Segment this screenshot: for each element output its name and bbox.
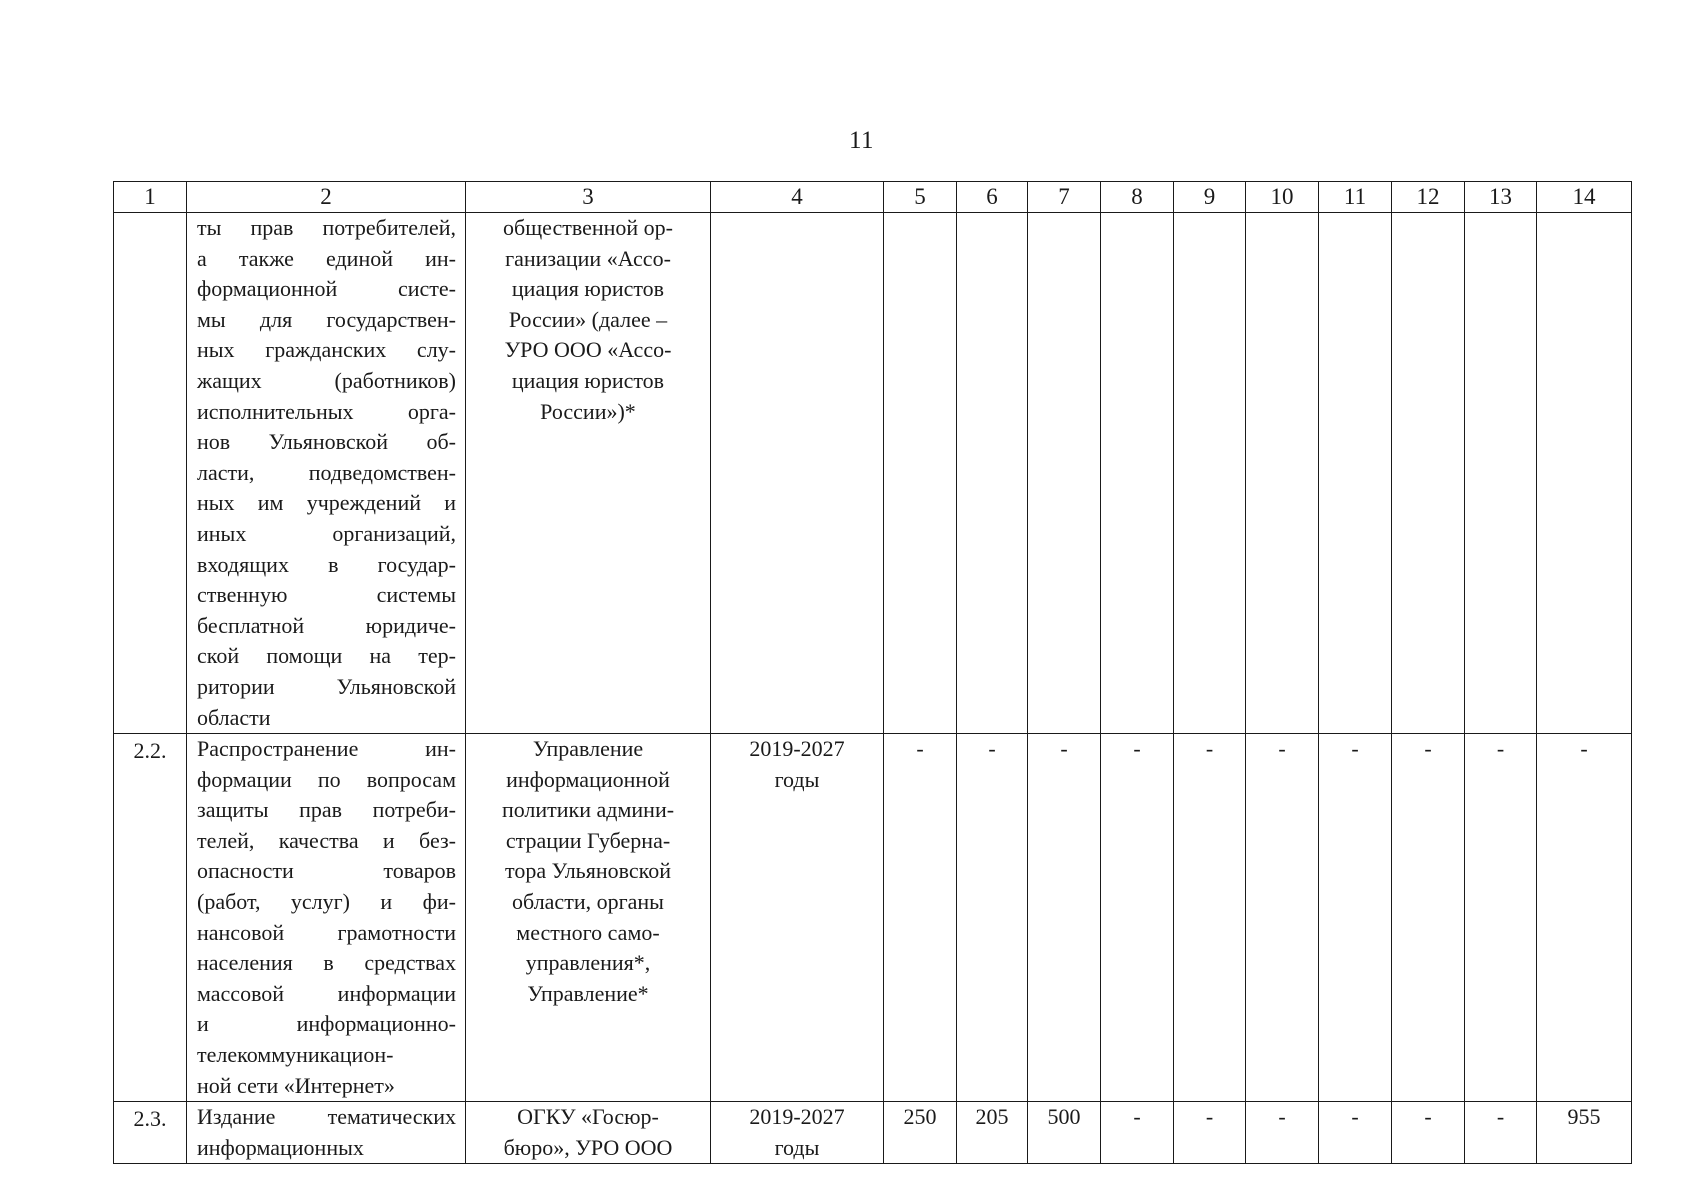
event-description-cell [187, 734, 466, 1102]
description-line: ритории Ульяновской [197, 673, 456, 699]
funding-value-cell [1465, 213, 1537, 734]
period-cell [711, 734, 884, 1102]
description-line: формационной систе- [197, 276, 456, 302]
description-line: и информационно- [197, 1011, 456, 1037]
description-line: Издание тематических [197, 1104, 456, 1130]
period-line: годы [774, 766, 820, 792]
executor-line: Управление [532, 736, 644, 762]
description-line: ской помощи на тер- [197, 643, 456, 669]
description-line: входящих в государ- [197, 551, 456, 577]
funding-value-cell: - [1319, 734, 1392, 1102]
funding-value-cell: - [1465, 734, 1537, 1102]
funding-value-cell [1174, 213, 1246, 734]
description-line: телей, качества и без- [197, 827, 456, 853]
funding-value-cell: - [1246, 1102, 1319, 1164]
table-row [114, 213, 1632, 734]
funding-value-cell: - [884, 734, 957, 1102]
event-description-cell [187, 213, 466, 734]
executor-line: области, органы [512, 889, 664, 915]
description-line: (работ, услуг) и фи- [197, 889, 456, 915]
program-table [113, 181, 1632, 1164]
funding-value-cell: - [1537, 734, 1632, 1102]
description-line: мы для государствен- [197, 306, 456, 332]
executor-line: циация юристов [511, 367, 665, 393]
executor-line: ганизации «Ассо- [505, 245, 671, 271]
executor-line: страции Губерна- [505, 827, 671, 853]
description-line: области [197, 704, 271, 730]
description-line: формации по вопросам [197, 766, 456, 792]
description-line: ных им учреждений и [197, 490, 456, 516]
funding-value-cell [1101, 213, 1174, 734]
funding-value-cell [1028, 213, 1101, 734]
column-number: 8 [1101, 182, 1174, 213]
funding-value-cell [1319, 213, 1392, 734]
description-line: телекоммуникацион- [197, 1042, 394, 1068]
column-number-row [114, 182, 1632, 213]
funding-value-cell: - [1392, 1102, 1465, 1164]
page-number: 11 [848, 127, 875, 154]
funding-value-cell: 955 [1537, 1102, 1632, 1164]
column-number: 4 [711, 182, 884, 213]
executor-line: местного само- [516, 919, 660, 945]
description-line: нов Ульяновской об- [197, 429, 456, 455]
executor-cell [466, 734, 711, 1102]
executor-line: циация юристов [511, 276, 665, 302]
funding-value-cell: - [1465, 1102, 1537, 1164]
column-number: 6 [957, 182, 1028, 213]
period-line: 2019-2027 [749, 736, 845, 762]
funding-value-cell: 205 [957, 1102, 1028, 1164]
row-number-cell: 2.3. [114, 1102, 187, 1164]
funding-value-cell [957, 213, 1028, 734]
period-cell [711, 213, 884, 734]
column-number: 12 [1392, 182, 1465, 213]
funding-value-cell: 250 [884, 1102, 957, 1164]
funding-value-cell: - [1101, 1102, 1174, 1164]
description-line: ласти, подведомствен- [197, 459, 456, 485]
column-number: 2 [187, 182, 466, 213]
description-line: ной сети «Интернет» [197, 1072, 395, 1098]
funding-value-cell: - [1028, 734, 1101, 1102]
column-number: 14 [1537, 182, 1632, 213]
column-number: 1 [114, 182, 187, 213]
column-number: 10 [1246, 182, 1319, 213]
table-row [114, 734, 1632, 1102]
column-number: 11 [1319, 182, 1392, 213]
funding-value-cell: - [1246, 734, 1319, 1102]
row-number-cell: 2.2. [114, 734, 187, 1102]
description-line: Распространение ин- [197, 736, 456, 762]
executor-line: тора Ульяновской [505, 858, 671, 884]
description-line: иных организаций, [197, 520, 456, 546]
executor-line: общественной ор- [503, 215, 673, 240]
funding-value-cell [884, 213, 957, 734]
executor-line: политики админи- [501, 797, 675, 823]
executor-line: России»)* [540, 398, 636, 424]
funding-value-cell [1537, 213, 1632, 734]
funding-value-cell [1246, 213, 1319, 734]
executor-line: управления*, [525, 950, 651, 976]
executor-line: информационной [506, 766, 670, 792]
executor-cell [466, 213, 711, 734]
description-line: нансовой грамотности [197, 919, 456, 945]
column-number: 3 [466, 182, 711, 213]
description-line: ственную системы [197, 582, 456, 608]
description-line: ты прав потребителей, [197, 215, 456, 240]
table-row [114, 1102, 1632, 1164]
event-description-cell [187, 1102, 466, 1164]
column-number: 7 [1028, 182, 1101, 213]
funding-value-cell: - [1101, 734, 1174, 1102]
description-line: информационных [197, 1134, 364, 1160]
period-line: 2019-2027 [749, 1104, 845, 1130]
executor-cell [466, 1102, 711, 1164]
executor-line: России» (далее – [508, 306, 668, 332]
description-line: а также единой ин- [197, 245, 456, 271]
funding-value-cell: - [1174, 1102, 1246, 1164]
funding-value-cell [1392, 213, 1465, 734]
funding-value-cell: - [957, 734, 1028, 1102]
description-line: исполнительных орга- [197, 398, 456, 424]
description-line: бесплатной юридиче- [197, 612, 456, 638]
column-number: 9 [1174, 182, 1246, 213]
column-number: 13 [1465, 182, 1537, 213]
executor-line: УРО ООО «Ассо- [504, 337, 672, 363]
description-line: защиты прав потреби- [197, 797, 456, 823]
description-line: массовой информации [197, 980, 456, 1006]
column-number: 5 [884, 182, 957, 213]
executor-line: бюро», УРО ООО [503, 1134, 673, 1160]
funding-value-cell: 500 [1028, 1102, 1101, 1164]
funding-value-cell: - [1392, 734, 1465, 1102]
executor-line: ОГКУ «Госюр- [517, 1104, 659, 1130]
funding-value-cell: - [1319, 1102, 1392, 1164]
description-line: ных гражданских слу- [197, 337, 456, 363]
funding-value-cell: - [1174, 734, 1246, 1102]
description-line: жащих (работников) [197, 367, 456, 393]
description-line: опасности товаров [197, 858, 456, 884]
row-number-cell [114, 213, 187, 734]
period-line: годы [774, 1134, 820, 1160]
description-line: населения в средствах [197, 950, 456, 976]
period-cell [711, 1102, 884, 1164]
executor-line: Управление* [527, 980, 649, 1006]
